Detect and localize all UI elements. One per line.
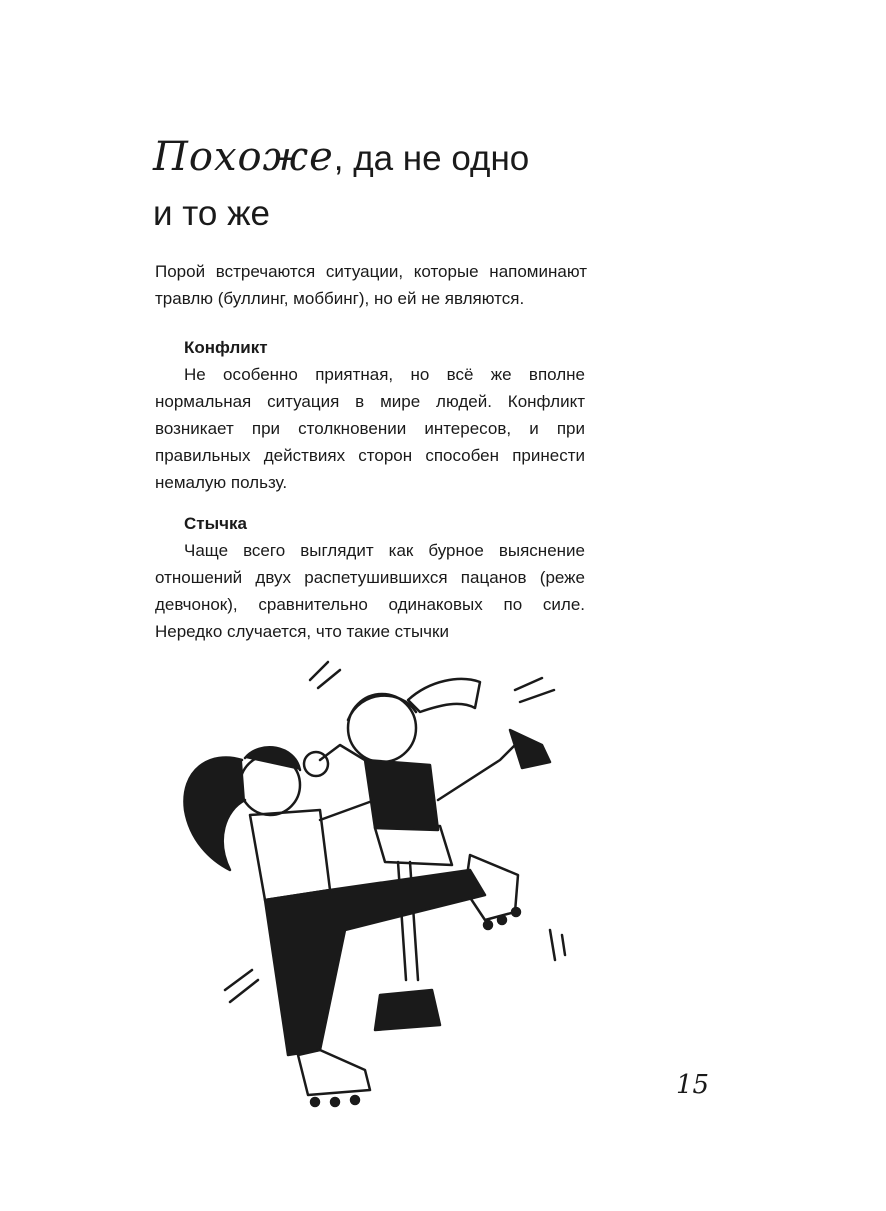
left-girl-standing-skate bbox=[298, 1050, 370, 1095]
skate-wheel bbox=[512, 908, 520, 916]
left-girl-shirt bbox=[250, 810, 330, 900]
right-girl-shoe-top bbox=[510, 730, 550, 768]
motion-line bbox=[318, 670, 340, 688]
motion-line bbox=[520, 690, 554, 702]
motion-line bbox=[550, 930, 555, 960]
section-body-fight: Чаще всего выглядит как бурное выяснение отношений двух распетушившихся пацанов (реже девчонок), сравнительно одинаковых по силе. Нередко случается, что такие стычки bbox=[155, 541, 585, 641]
skate-wheel bbox=[331, 1098, 339, 1106]
skate-wheel bbox=[351, 1096, 359, 1104]
right-girl-jacket bbox=[365, 760, 438, 830]
section-heading-fight: Стычка bbox=[184, 514, 247, 533]
intro-paragraph: Порой встречаются ситуации, которые напоминают травлю (буллинг, моббинг), но ей не являются. bbox=[155, 262, 587, 308]
skate-wheel bbox=[311, 1098, 319, 1106]
right-girl-skirt bbox=[375, 826, 452, 865]
page-number: 15 bbox=[676, 1070, 710, 1100]
right-girl-hair bbox=[348, 696, 416, 720]
left-girl-hair bbox=[184, 757, 245, 870]
section-heading-conflict: Конфликт bbox=[184, 338, 268, 357]
right-girl-kicking-leg bbox=[438, 745, 515, 800]
section-body-conflict: Не особенно приятная, но всё же вполне нормальная ситуация в мире людей. Конфликт возникает при столкновении интересов, и при правильных действиях сторон способен принести немалую пользу. bbox=[155, 365, 585, 492]
title-rest: , да не одно bbox=[333, 139, 530, 178]
right-girl-fist bbox=[304, 752, 328, 776]
title-emphasis: Похоже bbox=[153, 134, 334, 180]
motion-line bbox=[562, 935, 565, 955]
fighting-girls-illustration bbox=[170, 650, 590, 1120]
motion-line bbox=[515, 678, 542, 690]
skate-wheel bbox=[498, 916, 506, 924]
right-girl-ponytail bbox=[408, 679, 480, 712]
page-title bbox=[153, 130, 753, 241]
right-girl-shoe-bottom bbox=[375, 990, 440, 1030]
skate-wheel bbox=[484, 921, 492, 929]
left-girl-arm bbox=[320, 800, 375, 820]
left-girl-bangs bbox=[245, 747, 300, 770]
motion-line bbox=[310, 662, 328, 680]
title-line2: и то же bbox=[153, 194, 270, 233]
